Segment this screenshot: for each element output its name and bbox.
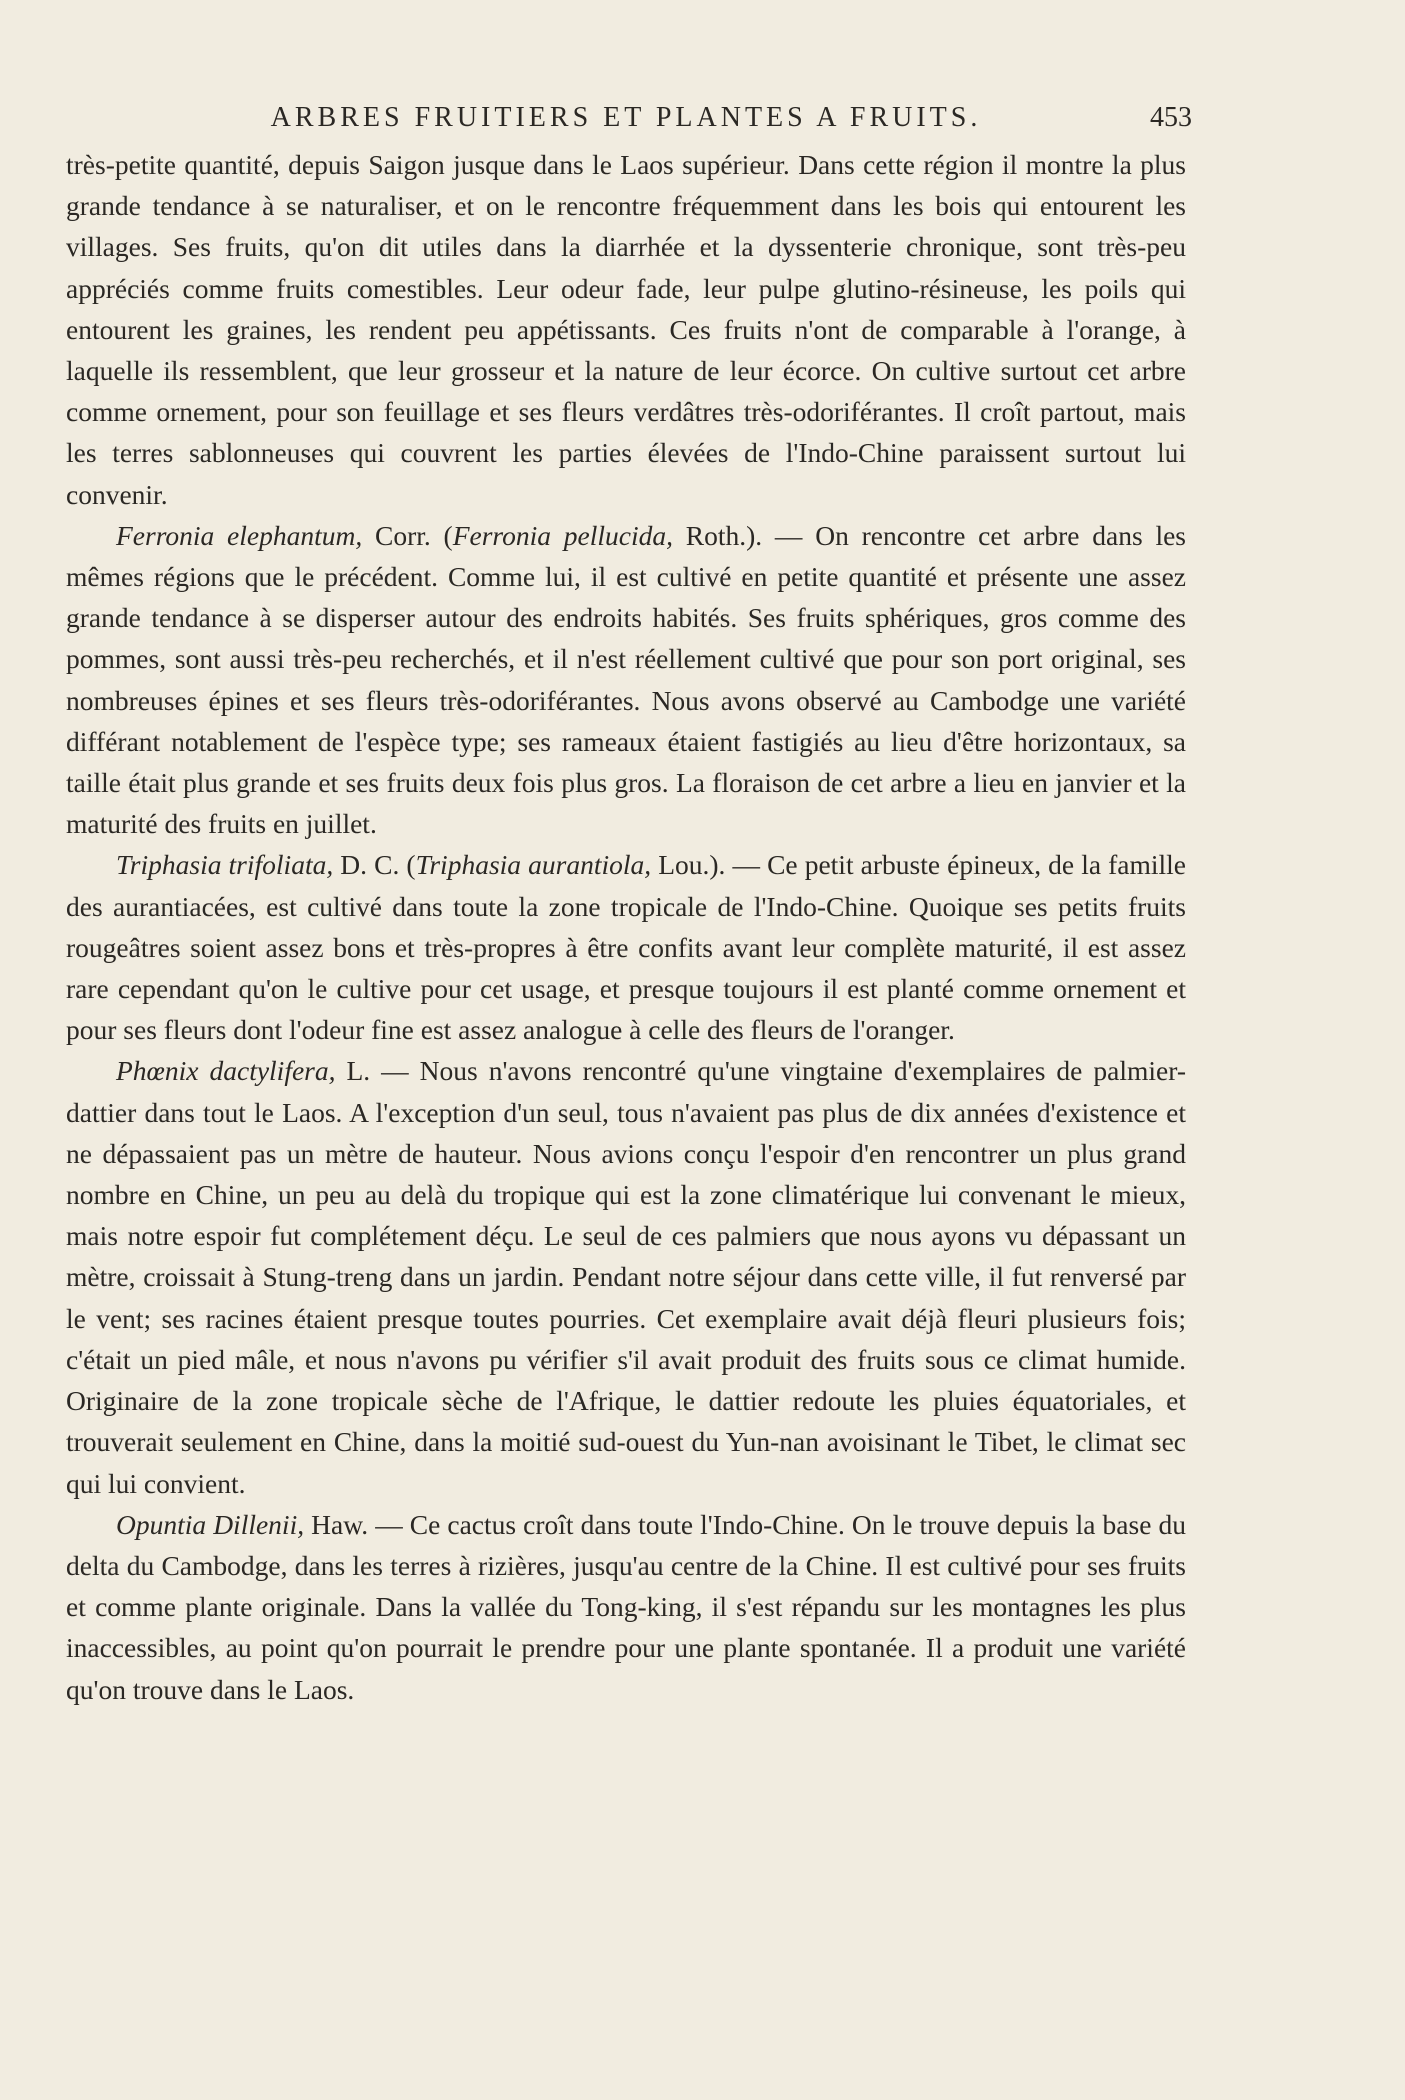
entry-phoenix [66, 1050, 1186, 1503]
body-text [66, 144, 1186, 1710]
paragraph-text: — Nous n'avons rencontré qu'une vingtaine d'exemplaires de palmier-dattier dans tout le Laos. A l'exception d'un seul, tous n'avaient pas plus de dix années d'existence et ne dépassaient pas un mètre de hauteur. Nous avions conçu l'espoir d'en rencontrer un plus grand nombre en Chine, un peu au delà du tropique qui est la zone climatérique lui convenant le mieux, mais notre espoir fut complétement déçu. Le seul de ces palmiers que nous ayons vu dépassant un mètre, croissait à Stung-treng dans un jardin. Pendant notre séjour dans cette ville, il fut renversé par le vent; ses racines étaient presque toutes pourries. Cet exemplaire avait déjà fleuri plusieurs fois; c'était un pied mâle, et nous n'avons pu vérifier s'il avait produit des fruits sous ce climat humide. Originaire de la zone tropicale sèche de l'Afrique, le dattier redoute les pluies équatoriales, et trouverait seulement en Chine, dans la moitié sud-ouest du Yun-nan avoisinant le Tibet, le climat sec qui lui convient. [66, 1055, 1186, 1499]
paragraph-text: — On rencontre cet arbre dans les mêmes régions que le précédent. Comme lui, il est cultivé en petite quantité et présente une assez grande tendance à se disperser autour des endroits habités. Ses fruits sphériques, gros comme des pommes, sont aussi très-peu recherchés, et il n'est réellement cultivé que pour son port original, ses nombreuses épines et ses fleurs très-odoriférantes. Nous avons observé au Cambodge une variété différant notablement de l'espèce type; ses rameaux étaient fastigiés au lieu d'être horizontaux, sa taille était plus grande et ses fruits deux fois plus gros. La floraison de cet arbre a lieu en janvier et la maturité des fruits en juillet. [66, 519, 1186, 840]
paragraph-text: — Ce cactus croît dans toute l'Indo-Chine. On le trouve depuis la base du delta du Cambodge, dans les terres à rizières, jusqu'au centre de la Chine. Il est cultivé pour ses fruits et comme plante originale. Dans la vallée du Tong-king, il s'est répandu sur les montagnes les plus inaccessibles, au point qu'on pourrait le prendre pour une plante spontanée. Il a produit une variété qu'on trouve dans le Laos. [66, 1508, 1186, 1705]
page-number: 453 [1150, 102, 1192, 133]
running-title: ARBRES FRUITIERS ET PLANTES A FRUITS. [270, 102, 982, 133]
paragraph-text: — Ce petit arbuste épineux, de la famille des aurantiacées, est cultivé dans toute la zone tropicale de l'Indo-Chine. Quoique ses petits fruits rougeâtres soient assez bons et très-propres à être confits avant leur complète maturité, il est assez rare cependant qu'on le cultive pour cet usage, et presque toujours il est planté comme ornement et pour ses fleurs dont l'odeur fine est assez analogue à celle des fleurs de l'oranger. [66, 849, 1186, 1046]
species-name: Triphasia trifoliata, [116, 849, 334, 881]
species-author: D. C. ( [333, 849, 416, 881]
running-header [66, 100, 1192, 140]
species-synonym: Triphasia aurantiola, [415, 849, 652, 881]
synonym-author: Lou.). [651, 849, 726, 881]
synonym-author: Roth.). [672, 519, 763, 551]
species-name: Ferronia elephantum, [116, 519, 363, 551]
species-name: Opuntia Dillenii, [116, 1508, 305, 1540]
species-author: Haw. [304, 1508, 369, 1540]
entry-opuntia [66, 1504, 1186, 1710]
entry-triphasia [66, 844, 1186, 1050]
book-page [66, 100, 1192, 1710]
entry-ferronia [66, 515, 1186, 845]
species-synonym: Ferronia pellucida, [452, 519, 673, 551]
paragraph-text: très-petite quantité, depuis Saigon jusque dans le Laos supérieur. Dans cette région il montre la plus grande tendance à se naturaliser, et on le rencontre fréquemment dans les bois qui entourent les villages. Ses fruits, qu'on dit utiles dans la diarrhée et la dyssenterie chronique, sont très-peu appréciés comme fruits comestibles. Leur odeur fade, leur pulpe glutino-résineuse, les poils qui entourent les graines, les rendent peu appétissants. Ces fruits n'ont de comparable à l'orange, à laquelle ils ressemblent, que leur grosseur et la nature de leur écorce. On cultive surtout cet arbre comme ornement, pour son feuillage et ses fleurs verdâtres très-odoriférantes. Il croît partout, mais les terres sablonneuses qui couvrent les parties élevées de l'Indo-Chine paraissent surtout lui convenir. [66, 149, 1186, 510]
species-author: Corr. ( [362, 519, 453, 551]
species-author: L. [335, 1055, 371, 1087]
paragraph-continued [66, 144, 1186, 515]
species-name: Phœnix dactylifera, [116, 1055, 336, 1087]
